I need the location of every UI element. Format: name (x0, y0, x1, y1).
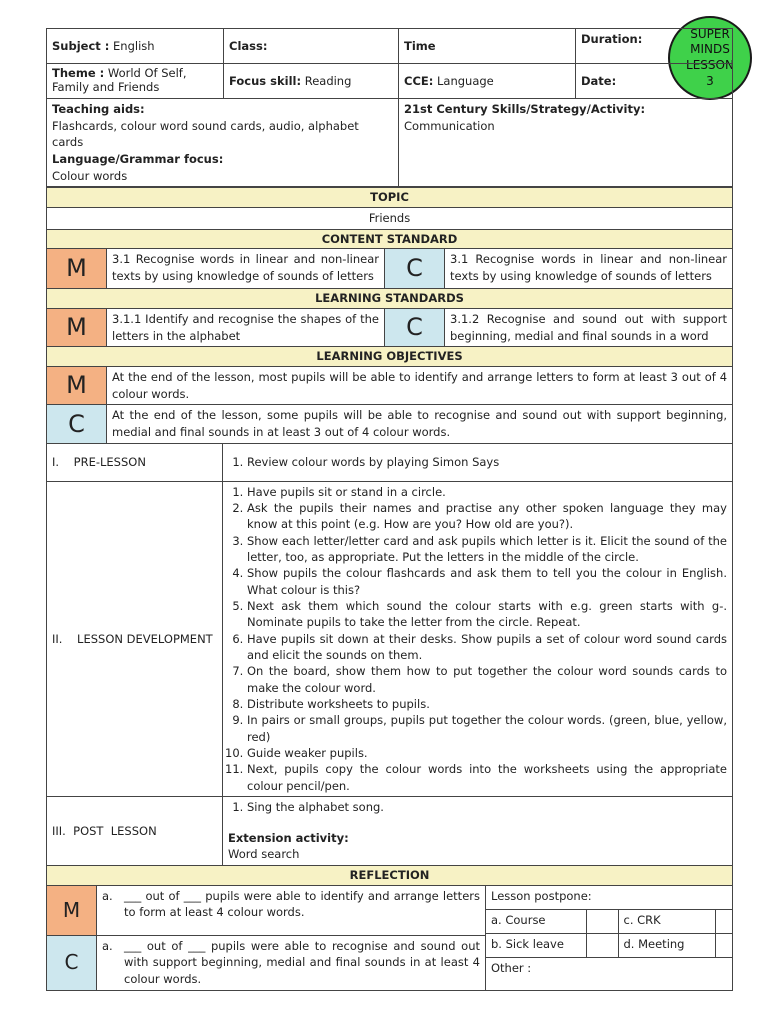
reflection-m-cell (97, 885, 486, 935)
pre-lesson-steps (228, 454, 727, 471)
subject-cell (47, 29, 224, 64)
lesson-development-steps (228, 484, 727, 794)
reflection-m-tag: M (47, 885, 97, 935)
lesson-development-step: 2. Ask the pupils their names and practise any other spoken language they may know at this point (e.g. How are you? How old are you?). (247, 500, 727, 533)
lesson-development-step: 7. On the board, show them how to put together the colour word sounds cards to make the colour word. (247, 663, 727, 696)
post-lesson-steps (228, 799, 727, 816)
lesson-development-step: 8. Distribute worksheets to pupils. (247, 696, 727, 712)
pre-lesson-step: 1. Review colour words by playing Simon Says (247, 454, 727, 471)
lesson-development-step: 11. Next, pupils copy the colour words into the worksheets using the appropriate colour pencil/pen. (247, 761, 727, 794)
century-skills-value: Communication (404, 118, 495, 133)
lesson-development-step: 4. Show pupils the colour flashcards and ask them to tell you the colour in English. What colour is this? (247, 565, 727, 598)
topic-value: Friends (47, 208, 733, 230)
content-standard-c-tag: C (385, 249, 445, 289)
time-cell (399, 29, 576, 64)
post-lesson-label: III. POST LESSON (47, 796, 223, 865)
learning-standards-heading: LEARNING STANDARDS (47, 289, 733, 309)
lesson-development-step: 1. Have pupils sit or stand in a circle. (247, 484, 727, 500)
cce-label: CCE: (404, 73, 434, 88)
learning-standards-c-tag: C (385, 309, 445, 347)
lesson-development-label: II. LESSON DEVELOPMENT (47, 481, 223, 796)
duration-label: Duration: (581, 32, 643, 46)
badge-line-2: MINDS (690, 42, 730, 57)
learning-objectives-c-text: At the end of the lesson, some pupils will be able to recognise and sound out with support beginning, medial and final sounds in at least 3 out of 4 colour words. (107, 405, 733, 443)
pre-lesson-label: I. PRE-LESSON (47, 443, 223, 481)
reflection-c-tag: C (47, 935, 97, 990)
reflection-table (46, 865, 733, 991)
badge-line-1: SUPER (690, 26, 730, 41)
content-standard-m-tag: M (47, 249, 107, 289)
lesson-postpone-cell (486, 885, 733, 990)
extension-activity-label: Extension activity: (228, 830, 349, 845)
extension-activity-value: Word search (228, 847, 300, 862)
focus-skill-value: Reading (304, 73, 352, 88)
aids-table (46, 99, 733, 187)
cce-value: Language (437, 73, 494, 88)
class-label: Class: (229, 38, 268, 53)
lesson-development-cell (223, 481, 733, 796)
course-checkbox[interactable] (586, 909, 618, 933)
lesson-development-step: 6. Have pupils sit down at their desks. Show pupils a set of colour word sound cards and elicit the sounds on them. (247, 631, 727, 664)
crk-checkbox[interactable] (715, 909, 733, 933)
reflection-m-letter: a. (102, 888, 113, 903)
lesson-stages-table (46, 443, 733, 866)
teaching-aids-cell (47, 99, 399, 187)
grammar-focus-label: Language/Grammar focus: (52, 152, 224, 167)
theme-label: Theme : (52, 66, 105, 80)
duration-cell (576, 26, 733, 64)
learning-standards-m-text: 3.1.1 Identify and recognise the shapes of the letters in the alphabet (107, 309, 385, 347)
reflection-m-text: ___ out of ___ pupils were able to identify and arrange letters to form at least 4 colour words. (124, 888, 480, 920)
lesson-development-step: 10. Guide weaker pupils. (247, 745, 727, 761)
postpone-table (486, 886, 733, 988)
reflection-c-cell (97, 935, 486, 990)
theme-cell (47, 64, 224, 99)
focus-skill-label: Focus skill: (229, 73, 302, 88)
pre-lesson-cell (223, 443, 733, 481)
badge-line-3: LESSON (686, 58, 734, 72)
grammar-focus-value: Colour words (52, 168, 128, 183)
badge-line-4: 3 (706, 73, 714, 88)
postpone-course: a. Course (486, 909, 586, 933)
class-cell (224, 29, 399, 64)
standards-table (46, 187, 733, 443)
postpone-other: Other : (486, 957, 733, 988)
lesson-development-step: 5. Next ask them which sound the colour starts with e.g. green starts with g-. Nominate pupils to take the letter from the circle. Repeat. (247, 598, 727, 631)
subject-value: English (113, 38, 155, 53)
postpone-sick-leave: b. Sick leave (486, 933, 586, 957)
post-lesson-step: 1. Sing the alphabet song. (247, 799, 727, 816)
lesson-development-step: 9. In pairs or small groups, pupils put together the colour words. (green, blue, yellow, red) (247, 712, 727, 745)
sick-leave-checkbox[interactable] (586, 933, 618, 957)
learning-objectives-c-tag: C (47, 405, 107, 443)
learning-objectives-m-tag: M (47, 367, 107, 405)
focus-skill-cell (224, 64, 399, 99)
learning-standards-m-tag: M (47, 309, 107, 347)
subject-label: Subject : (52, 38, 110, 53)
cce-cell (399, 64, 576, 99)
lesson-development-step: 3. Show each letter/letter card and ask pupils which letter is it. Elicit the sound of the letter, too, as appropriate. Put the letters in the middle of the circle. (247, 533, 727, 566)
topic-heading: TOPIC (47, 188, 733, 208)
postpone-crk: c. CRK (618, 909, 715, 933)
reflection-heading: REFLECTION (47, 866, 733, 886)
learning-objectives-m-text: At the end of the lesson, most pupils will be able to identify and arrange letters to form at least 3 out of 4 colour words. (107, 367, 733, 405)
time-label: Time (404, 38, 436, 53)
century-skills-label: 21st Century Skills/Strategy/Activity: (404, 102, 646, 116)
teaching-aids-value: Flashcards, colour word sound cards, audio, alphabet cards (52, 118, 359, 150)
content-standard-m-text: 3.1 Recognise words in linear and non-linear texts by using knowledge of sounds of letters (107, 249, 385, 289)
date-cell (576, 64, 733, 99)
header-table (46, 28, 733, 99)
reflection-c-text: ___ out of ___ pupils were able to recognise and sound out with support beginning, medial and final sounds in at least 4 colour words. (124, 938, 480, 987)
teaching-aids-label: Teaching aids: (52, 102, 145, 116)
date-label: Date: (581, 73, 617, 88)
theme-value: World Of Self, Family and Friends (52, 66, 187, 95)
content-standard-heading: CONTENT STANDARD (47, 229, 733, 249)
century-skills-cell (399, 99, 733, 187)
lesson-plan-sheet (46, 28, 732, 991)
meeting-checkbox[interactable] (715, 933, 733, 957)
postpone-meeting: d. Meeting (618, 933, 715, 957)
postpone-label: Lesson postpone: (486, 886, 733, 910)
post-lesson-cell (223, 796, 733, 865)
learning-standards-c-text: 3.1.2 Recognise and sound out with support beginning, medial and final sounds in a word (445, 309, 733, 347)
content-standard-c-text: 3.1 Recognise words in linear and non-linear texts by using knowledge of sounds of letters (445, 249, 733, 289)
reflection-c-letter: a. (102, 938, 113, 953)
learning-objectives-heading: LEARNING OBJECTIVES (47, 347, 733, 367)
